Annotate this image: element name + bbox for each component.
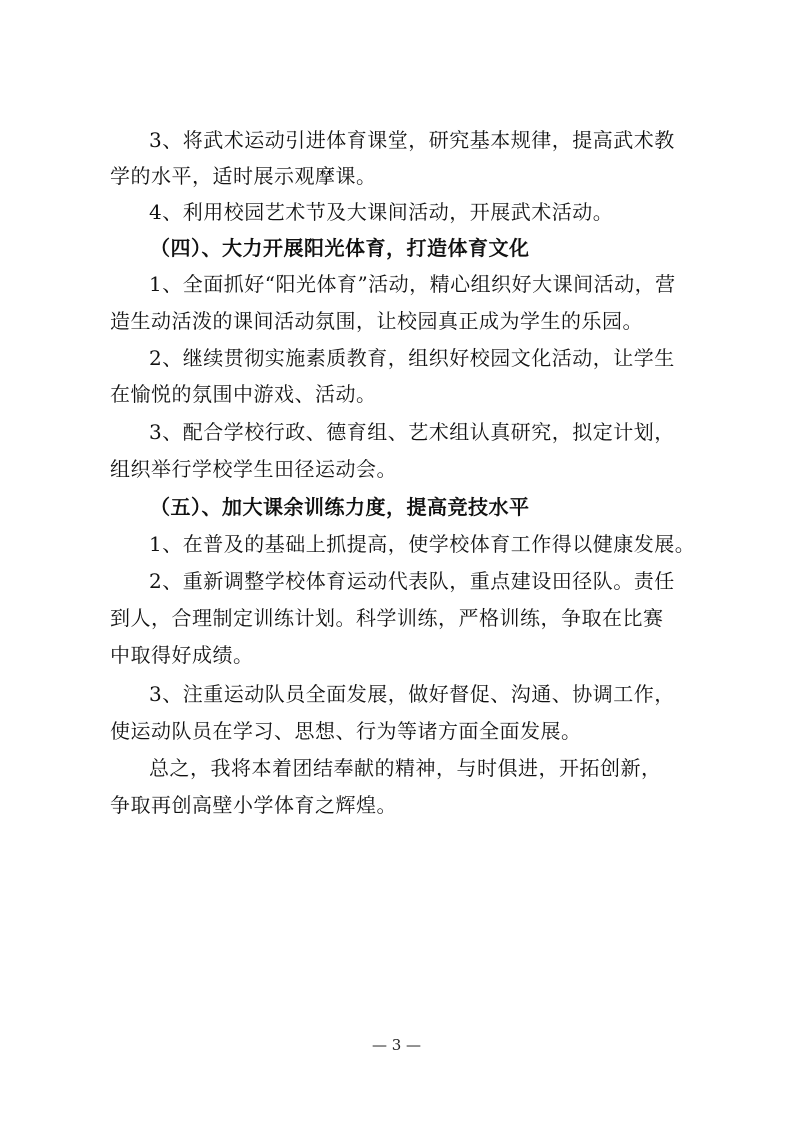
paragraph-line: 在愉悦的氛围中游戏、活动。	[110, 382, 377, 406]
paragraph-line: 3、注重运动队员全面发展，做好督促、沟通、协调工作，	[149, 682, 675, 706]
section-heading: （五）、加大课余训练力度，提高竞技水平	[150, 495, 530, 519]
paragraph-line: 到人，合理制定训练计划。科学训练，严格训练，争取在比赛	[110, 606, 664, 630]
paragraph-line: 学的水平，适时展示观摩课。	[110, 164, 377, 188]
paragraph-line: 2、重新调整学校体育运动代表队，重点建设田径队。责任	[149, 569, 675, 593]
paragraph-line: 中取得好成绩。	[110, 643, 254, 667]
paragraph-line: 总之，我将本着团结奉献的精神，与时俱进，开拓创新，	[149, 756, 662, 780]
paragraph-line: 使运动队员在学习、思想、行为等诸方面全面发展。	[110, 719, 582, 743]
paragraph-line: 4、利用校园艺术节及大课间活动，开展武术活动。	[149, 200, 614, 224]
paragraph-line: 组织举行学校学生田径运动会。	[110, 457, 397, 481]
paragraph-line: 1、在普及的基础上抓提高，使学校体育工作得以健康发展。	[149, 532, 696, 556]
paragraph-line: 2、继续贯彻实施素质教育，组织好校园文化活动，让学生	[149, 346, 675, 370]
paragraph-line: 3、配合学校行政、德育组、艺术组认真研究，拟定计划，	[149, 420, 675, 444]
paragraph-line: 争取再创高壁小学体育之辉煌。	[110, 793, 397, 817]
paragraph-line: 造生动活泼的课间活动氛围，让校园真正成为学生的乐园。	[110, 309, 643, 333]
paragraph-line: 1、全面抓好“阳光体育”活动，精心组织好大课间活动，营	[149, 272, 676, 296]
section-heading: （四）、大力开展阳光体育，打造体育文化	[150, 236, 530, 260]
page-number: — 3 —	[371, 1036, 422, 1054]
paragraph-line: 3、将武术运动引进体育课堂，研究基本规律，提高武术教	[149, 128, 675, 152]
